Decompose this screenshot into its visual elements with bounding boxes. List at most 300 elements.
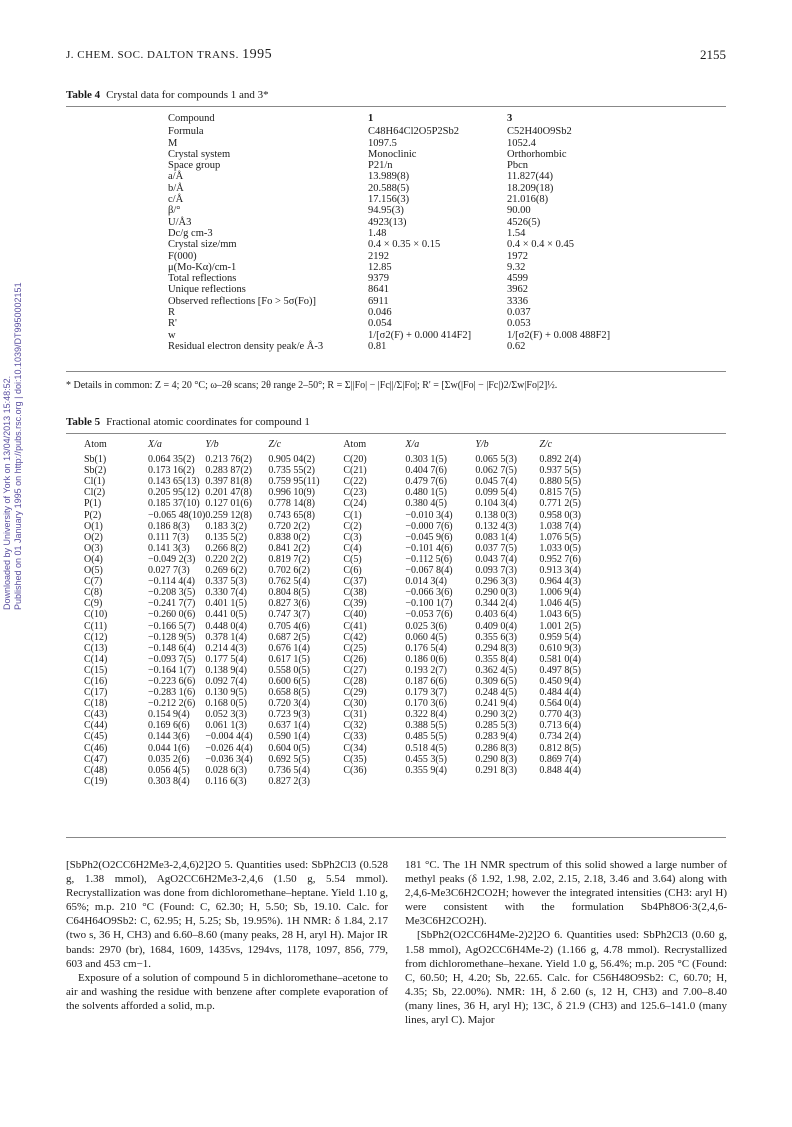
table5-cell: 0.448 0(4) — [205, 620, 247, 632]
table5-cell: C(13) — [84, 642, 108, 654]
table5-cell: 0.480 1(5) — [405, 487, 447, 499]
table5-cell: 0.770 4(3) — [539, 709, 581, 721]
table4-cell: M — [168, 137, 178, 149]
table5-cell: 0.322 8(4) — [405, 709, 447, 721]
table5-cell: C(26) — [343, 653, 367, 665]
table4-footnote: * Details in common: Z = 4; 20 °C; ω–2θ scans; 2θ range 2–50°; R = Σ||Fo| − |Fc||/Σ|Fo|; R' = [Σw(|Fo| − |Fc|)2/Σw|Fo|2]½. — [66, 380, 558, 391]
table4-row — [168, 318, 610, 329]
table4-cell: Formula — [168, 126, 204, 138]
table5-cell: 0.130 9(5) — [205, 687, 247, 699]
table4-cell: 8641 — [368, 284, 389, 296]
table5-cell: C(23) — [343, 487, 367, 499]
table5-cell: 0.838 0(2) — [268, 531, 310, 543]
table4-cell: Total reflections — [168, 273, 237, 285]
table5-cell: C(41) — [343, 620, 367, 632]
table5-cell: C(27) — [343, 664, 367, 676]
table5-cell: O(5) — [84, 565, 103, 577]
table5-cell: 0.056 4(5) — [148, 764, 190, 776]
table5-cell: 0.111 7(3) — [148, 531, 189, 543]
table4-cell: Crystal system — [168, 148, 231, 160]
body-right-column — [405, 858, 727, 1027]
table4-cell: 1052.4 — [507, 137, 536, 149]
table4-cell: μ(Mo-Kα)/cm-1 — [168, 261, 237, 273]
table5-header-cell: Y/b — [475, 439, 489, 450]
table5-cell: 0.266 8(2) — [205, 542, 247, 554]
table4-cell: 90.00 — [507, 205, 531, 217]
table4-cell: 0.046 — [368, 307, 392, 319]
table5-cell: 0.035 2(6) — [148, 753, 190, 765]
table5-cell: 0.154 9(4) — [148, 709, 190, 721]
table4-row — [168, 160, 610, 171]
table5-cell: 0.892 2(4) — [539, 454, 581, 466]
table5-header-cell: X/a — [405, 439, 420, 450]
table5-cell: 0.269 6(2) — [205, 565, 247, 577]
table5-row — [84, 731, 599, 742]
table4-cell: b/Å — [168, 182, 184, 194]
table5-cell — [405, 776, 475, 787]
table4-cell: Pbcn — [507, 160, 528, 172]
table5-cell: 0.905 04(2) — [268, 454, 315, 466]
table5-cell: 0.610 9(3) — [539, 642, 581, 654]
table5-cell: 0.290 0(3) — [475, 587, 517, 599]
table5-cell: C(40) — [343, 609, 367, 621]
table5-cell: C(36) — [343, 764, 367, 776]
table4-row — [168, 341, 610, 352]
table5-cell: 0.132 4(3) — [475, 520, 517, 532]
table4-cell: 1097.5 — [368, 137, 397, 149]
table5-cell: 0.283 9(4) — [475, 731, 517, 743]
table5-cell: 0.138 9(4) — [205, 664, 247, 676]
table5-cell: 0.827 2(3) — [268, 775, 310, 787]
table5-cell: 0.937 5(5) — [539, 465, 581, 477]
table5-header-row — [84, 439, 599, 454]
table5-cell: 0.617 1(5) — [268, 653, 310, 665]
table5-cell: C(7) — [84, 576, 103, 588]
table5-top-rule — [66, 433, 726, 434]
table5-cell: 0.735 55(2) — [268, 465, 315, 477]
table4-cell: 9379 — [368, 273, 389, 285]
table4-cell: 1/[σ2(F) + 0.000 414F2] — [368, 329, 472, 341]
table5-cell: 0.658 8(5) — [268, 687, 310, 699]
table4-cell: 17.156(3) — [368, 194, 410, 206]
table5-cell: C(11) — [84, 620, 107, 632]
table5-row — [84, 565, 599, 576]
table5-bottom-rule — [66, 837, 726, 838]
table4-header-row — [168, 113, 610, 126]
table4-cell: 2192 — [368, 250, 389, 262]
table5-cell — [539, 776, 599, 787]
table5-row — [84, 709, 599, 720]
table5-cell: C(24) — [343, 498, 367, 510]
table5-cell: 0.141 3(3) — [148, 542, 190, 554]
table4-cell: w — [168, 329, 176, 341]
table5-cell: 0.378 1(4) — [205, 631, 247, 643]
table5-cell: C(45) — [84, 731, 108, 743]
table5-cell: −0.148 6(4) — [148, 642, 196, 654]
table5-cell: 0.201 47(8) — [205, 487, 252, 499]
table5-cell: 0.303 8(4) — [148, 775, 190, 787]
table4-cell: 0.62 — [507, 340, 526, 352]
table5-cell: −0.004 4(4) — [205, 731, 253, 743]
table4-row — [168, 228, 610, 239]
body-paragraph: [SbPh2(O2CC6H2Me3-2,4,6)2]2O 5. Quantities used: SbPh2Cl3 (0.528 g, 1.38 mmol), AgO2CC6H2Me3-2,4,6 (1.50 g, 5.54 mmol). Recrystallization was done from dichloromethane–heptane. Yield 1.10 g, 65%; m.p. 210 °C (Found: C, 62.30; H, 5.50; Sb, 19.10. Calc. for C64H64O9Sb2: C, 62.95; H, 5.25; Sb, 19.95%). 1H NMR: δ 1.84, 2.17 (two s, 36 H, CH3) and 6.60–8.60 (many peaks, 28 H, aryl H). Major IR bands: 2970 (br), 1684, 1609, 1435vs, 1294vs, 1178, 1097, 856, 779, 603 and 453 cm−1. — [66, 859, 388, 970]
table5-cell: 0.581 0(4) — [539, 653, 581, 665]
table5-cell: −0.164 1(7) — [148, 664, 196, 676]
table4-cell: C52H40O9Sb2 — [507, 126, 572, 138]
table5-cell: C(17) — [84, 687, 108, 699]
table5-cell: −0.053 7(6) — [405, 609, 453, 621]
table5-cell: 0.144 3(6) — [148, 731, 190, 743]
table5-cell: C(10) — [84, 609, 108, 621]
table5-cell: 0.014 3(4) — [405, 576, 447, 588]
table5-cell: 0.290 8(3) — [475, 753, 517, 765]
table4-cell: 0.054 — [368, 318, 392, 330]
table5-cell: C(4) — [343, 542, 362, 554]
table5-cell: −0.260 0(6) — [148, 609, 196, 621]
table5-cell: C(3) — [343, 531, 362, 543]
table5-row — [84, 587, 599, 598]
table5-cell: 0.291 8(3) — [475, 764, 517, 776]
table5-row — [84, 454, 599, 465]
table5-row — [84, 754, 599, 765]
table5-cell: 1.006 9(4) — [539, 587, 581, 599]
table5-cell: 0.604 0(5) — [268, 742, 310, 754]
table5-cell: 0.138 0(3) — [475, 509, 517, 521]
table5-cell: C(18) — [84, 698, 108, 710]
running-header — [66, 47, 726, 63]
table5-header-cell: X/a — [148, 439, 162, 450]
table4-cell: 13.989(8) — [368, 171, 410, 183]
table5-cell: C(1) — [343, 509, 362, 521]
table5-cell: 0.205 95(12) — [148, 487, 200, 499]
table5-cell: C(35) — [343, 753, 367, 765]
table5-cell: 0.043 7(4) — [475, 553, 517, 565]
table5-cell: 0.518 4(5) — [405, 742, 447, 754]
table5-row — [84, 654, 599, 665]
table5-cell: 0.484 4(4) — [539, 687, 581, 699]
table5-cell: 0.388 5(5) — [405, 720, 447, 732]
table4-row — [168, 330, 610, 341]
table5-cell: 0.734 2(4) — [539, 731, 581, 743]
table5-cell: 0.044 1(6) — [148, 742, 190, 754]
table5-row — [84, 510, 599, 521]
table5-cell: −0.166 5(7) — [148, 620, 196, 632]
table5-cell: 0.177 5(4) — [205, 653, 247, 665]
table5-cell: C(2) — [343, 520, 362, 532]
table5-cell: 0.485 5(5) — [405, 731, 447, 743]
table5-row — [84, 643, 599, 654]
table5-cell: 0.193 2(7) — [405, 664, 447, 676]
table5-caption: Fractional atomic coordinates for compound 1 — [106, 416, 310, 428]
table5-cell: C(44) — [84, 720, 108, 732]
download-watermark — [2, 280, 26, 610]
table5-cell: 0.286 8(3) — [475, 742, 517, 754]
table4-cell: U/Å3 — [168, 216, 192, 228]
table4-header-cell: Compound — [168, 113, 215, 124]
table5-cell: 0.173 16(2) — [148, 465, 195, 477]
table5-cell: −0.241 7(7) — [148, 598, 196, 610]
table5-cell: O(3) — [84, 542, 103, 554]
table4-row — [168, 149, 610, 160]
table5-cell: 0.687 2(5) — [268, 631, 310, 643]
table5-row — [84, 621, 599, 632]
table5-cell: −0.049 2(3) — [148, 553, 196, 565]
table5-cell: C(31) — [343, 709, 367, 721]
table5-cell: 0.213 76(2) — [205, 454, 252, 466]
table4-row — [168, 296, 610, 307]
table4-row — [168, 307, 610, 318]
table5-header-cell: Z/c — [539, 439, 553, 450]
table4-row — [168, 183, 610, 194]
table4-title — [66, 89, 269, 101]
table5-row — [84, 521, 599, 532]
table5-cell: 0.185 37(10) — [148, 498, 200, 510]
table4-cell: 0.81 — [368, 340, 387, 352]
table5-cell: Cl(1) — [84, 476, 106, 488]
table5-cell: 0.183 3(2) — [205, 520, 247, 532]
table5-cell: 0.093 7(3) — [475, 565, 517, 577]
table5-cell: C(19) — [84, 775, 108, 787]
table5-cell: 0.736 5(4) — [268, 764, 310, 776]
table5-cell: 0.959 5(4) — [539, 631, 581, 643]
table5-row — [84, 776, 599, 787]
table5-cell: C(48) — [84, 764, 108, 776]
table5-header-cell: Y/b — [205, 439, 219, 450]
table5-cell: C(15) — [84, 664, 108, 676]
table5-cell: 0.099 5(4) — [475, 487, 517, 499]
table5-header-cell: Atom — [343, 439, 367, 450]
table5-cell: 0.355 8(4) — [475, 653, 517, 665]
table5-cell: O(1) — [84, 520, 103, 532]
page-number: 2155 — [700, 47, 726, 62]
table5-cell: Sb(2) — [84, 465, 107, 477]
table4-cell: Space group — [168, 160, 221, 172]
table4-cell: Dc/g cm-3 — [168, 227, 213, 239]
table5-cell: P(2) — [84, 509, 102, 521]
table4-cell: 0.053 — [507, 318, 531, 330]
table4-cell: Monoclinic — [368, 148, 417, 160]
table5-cell: 1.043 6(5) — [539, 609, 581, 621]
table5-cell: 0.815 7(5) — [539, 487, 581, 499]
table5-cell: 0.028 6(3) — [205, 764, 247, 776]
table5-cell: 0.778 14(8) — [268, 498, 315, 510]
table5-cell: −0.114 4(4) — [148, 576, 195, 588]
table4-cell: 94.95(3) — [368, 205, 404, 217]
table4-bottom-rule — [66, 371, 726, 372]
table4-row — [168, 171, 610, 182]
table5-cell: 0.952 7(6) — [539, 553, 581, 565]
table5-row — [84, 487, 599, 498]
table5-cell: −0.112 5(6) — [405, 553, 453, 565]
table5-cell: −0.010 3(4) — [405, 509, 453, 521]
table5-cell: C(47) — [84, 753, 108, 765]
body-left-column — [66, 858, 388, 1013]
table5-cell: 0.169 6(6) — [148, 720, 190, 732]
table5-cell: 0.355 9(4) — [405, 764, 447, 776]
table5-cell: 0.812 8(5) — [539, 742, 581, 754]
table5-cell: 0.564 0(4) — [539, 698, 581, 710]
table4-caption: Crystal data for compounds 1 and 3* — [106, 89, 269, 101]
table5-cell: 0.220 2(2) — [205, 553, 247, 565]
table4-cell: 9.32 — [507, 261, 526, 273]
table5-cell: 0.600 6(5) — [268, 675, 310, 687]
table5-cell: −0.223 6(6) — [148, 675, 196, 687]
table5-cell: −0.036 3(4) — [205, 753, 253, 765]
atomic-coordinates-table — [84, 439, 599, 787]
table5-row — [84, 609, 599, 620]
table5-cell: C(43) — [84, 709, 108, 721]
table4-cell: 12.85 — [368, 261, 392, 273]
table5-cell: 0.296 3(3) — [475, 576, 517, 588]
table4-cell: c/Å — [168, 194, 184, 206]
table5-cell: 0.590 1(4) — [268, 731, 310, 743]
table4-cell: 3962 — [507, 284, 528, 296]
table5-cell: 0.176 5(4) — [405, 642, 447, 654]
table5-cell: 0.285 5(3) — [475, 720, 517, 732]
table5-cell: 0.996 10(9) — [268, 487, 315, 499]
table5-cell: 0.720 2(2) — [268, 520, 310, 532]
table5-cell: C(14) — [84, 653, 108, 665]
table5-cell: 0.248 4(5) — [475, 687, 517, 699]
table4-cell: 4923(13) — [368, 216, 407, 228]
download-line: Downloaded by University of York on 13/04/2013 15:48:52. — [2, 375, 12, 610]
table5-cell: 0.187 6(6) — [405, 675, 447, 687]
table5-cell: C(9) — [84, 598, 103, 610]
table5-cell: C(30) — [343, 698, 367, 710]
table5-cell: 0.309 6(5) — [475, 675, 517, 687]
table5-cell: 0.450 9(4) — [539, 675, 581, 687]
table4-cell: Observed reflections [Fo > 5σ(Fo)] — [168, 295, 317, 307]
table5-cell: −0.065 48(10) — [148, 509, 206, 521]
table5-cell: 0.355 6(3) — [475, 631, 517, 643]
table5-cell: 0.060 4(5) — [405, 631, 447, 643]
table5-cell: 0.397 81(8) — [205, 476, 252, 488]
table5-cell: 0.441 0(5) — [205, 609, 247, 621]
table5-cell: 0.692 5(5) — [268, 753, 310, 765]
table5-cell: 0.027 7(3) — [148, 565, 190, 577]
table4-row — [168, 205, 610, 216]
table4-cell: Orthorhombic — [507, 148, 567, 160]
table5-cell: 0.404 7(6) — [405, 465, 447, 477]
journal-year: 1995 — [242, 47, 273, 62]
table4-cell: R' — [168, 318, 177, 330]
table5-cell: Sb(1) — [84, 454, 107, 466]
table4-row — [168, 138, 610, 149]
body-paragraph: [SbPh2(O2CC6H4Me-2)2]2O 6. Quantities used: SbPh2Cl3 (0.60 g, 1.58 mmol), AgO2CC6H4Me-2) (1.166 g, 4.78 mmol). Recrystallized from dichloromethane–hexane. Yield 1.0 g, 56.4%; m.p. 205 °C (Found: C, 60.50; H, 4.20; Sb, 22.65. Calc. for C56H48O9Sb2: C, 60.70; H, 4.35; Sb, 22.00%). NMR: 1H, δ 2.60 (s, 12 H, CH3) and 7.00–8.40 (many lines, 36 H, aryl H); 13C, δ 21.9 (CH3) and 125.6–141.0 (many lines, aryl C). Major — [405, 929, 727, 1027]
table4-cell: Residual electron density peak/e Å-3 — [168, 340, 324, 352]
body-paragraph: Exposure of a solution of compound 5 in dichloromethane–acetone to air and washing the residue with benzene after complete evaporation of the solvents afforded a solid, m.p. — [66, 971, 388, 1012]
table5-row — [84, 532, 599, 543]
table5-cell: 0.362 4(5) — [475, 664, 517, 676]
table5-cell: 0.052 3(3) — [205, 709, 247, 721]
table4-cell: Crystal size/mm — [168, 239, 237, 251]
table5-header-cell: Atom — [84, 439, 107, 450]
table5-row — [84, 743, 599, 754]
table5-row — [84, 698, 599, 709]
table5-cell: 0.127 01(6) — [205, 498, 252, 510]
table5-label: Table 5 — [66, 416, 101, 428]
table5-cell: C(22) — [343, 476, 367, 488]
table5-cell: 0.083 1(4) — [475, 531, 517, 543]
table4-cell: 11.827(44) — [507, 171, 553, 183]
table4-cell: 0.4 × 0.35 × 0.15 — [368, 239, 441, 251]
table4-cell: 1/[σ2(F) + 0.008 488F2] — [507, 329, 611, 341]
table5-row — [84, 498, 599, 509]
table4-cell: a/Å — [168, 171, 184, 183]
table5-cell: 0.848 4(4) — [539, 764, 581, 776]
table4-row — [168, 217, 610, 228]
table5-cell: 0.104 3(4) — [475, 498, 517, 510]
crystal-data-table — [168, 113, 610, 352]
table5-cell: 0.702 6(2) — [268, 565, 310, 577]
table5-cell: −0.208 3(5) — [148, 587, 196, 599]
table5-cell: −0.000 7(6) — [405, 520, 453, 532]
table5-cell: 0.037 7(5) — [475, 542, 517, 554]
table4-row — [168, 262, 610, 273]
table5-row — [84, 676, 599, 687]
table5-cell: 0.676 1(4) — [268, 642, 310, 654]
table5-cell: 0.913 3(4) — [539, 565, 581, 577]
table5-cell: −0.100 1(7) — [405, 598, 453, 610]
table5-cell: C(8) — [84, 587, 103, 599]
table4-cell: 1972 — [507, 250, 528, 262]
table5-cell: 0.186 0(6) — [405, 653, 447, 665]
table5-cell: 0.290 3(2) — [475, 709, 517, 721]
table4-cell: 20.588(5) — [368, 182, 410, 194]
journal-name: J. CHEM. SOC. DALTON TRANS. 1995 — [66, 47, 273, 62]
table4-cell: 4599 — [507, 273, 528, 285]
table4-cell: 1.48 — [368, 227, 387, 239]
table5-cell: 0.762 5(4) — [268, 576, 310, 588]
table4-cell: 0.037 — [507, 307, 531, 319]
table5-cell: 0.135 5(2) — [205, 531, 247, 543]
table5-cell: 0.092 7(4) — [205, 675, 247, 687]
table5-cell: C(28) — [343, 675, 367, 687]
table5-row — [84, 465, 599, 476]
table5-cell: −0.066 3(6) — [405, 587, 453, 599]
table5-cell: −0.067 8(4) — [405, 565, 453, 577]
table5-cell: 0.869 7(4) — [539, 753, 581, 765]
table5-cell: C(16) — [84, 675, 108, 687]
table4-row — [168, 251, 610, 262]
table5-cell: 1.046 4(5) — [539, 598, 581, 610]
table5-cell: 0.804 8(5) — [268, 587, 310, 599]
table5-cell: 0.337 5(3) — [205, 576, 247, 588]
table5-row — [84, 632, 599, 643]
table5-cell: 0.303 1(5) — [405, 454, 447, 466]
table4-cell: 18.209(18) — [507, 182, 554, 194]
table5-cell: 0.116 6(3) — [205, 775, 247, 787]
table5-cell: −0.045 9(6) — [405, 531, 453, 543]
table5-cell: C(6) — [343, 565, 362, 577]
table4-row — [168, 239, 610, 250]
table5-cell: Cl(2) — [84, 487, 106, 499]
table5-row — [84, 687, 599, 698]
table5-cell: 0.330 7(4) — [205, 587, 247, 599]
table5-cell: 0.705 4(6) — [268, 620, 310, 632]
table5-cell: 0.455 3(5) — [405, 753, 447, 765]
table4-cell: 6911 — [368, 295, 389, 307]
table5-cell: 0.720 3(4) — [268, 698, 310, 710]
table5-cell: O(4) — [84, 553, 103, 565]
table5-cell: −0.283 1(6) — [148, 687, 196, 699]
table5-cell: 0.827 3(6) — [268, 598, 310, 610]
table5-cell: 0.170 3(6) — [405, 698, 447, 710]
body-paragraph: 181 °C. The 1H NMR spectrum of this solid showed a large number of methyl peaks (δ 1.92, 1.98, 2.02, 2.15, 2.18, 3.46 and 3.64) along with 2,4,6-Me3C6H2CO2H; however the integrated intensities (CH3: aryl H) were consistent with the formulation Sb4Ph8O6·3(2,4,6-Me3C6H2CO2H). — [405, 859, 727, 928]
table5-cell: C(38) — [343, 587, 367, 599]
table5-cell: C(46) — [84, 742, 108, 754]
table5-row — [84, 665, 599, 676]
